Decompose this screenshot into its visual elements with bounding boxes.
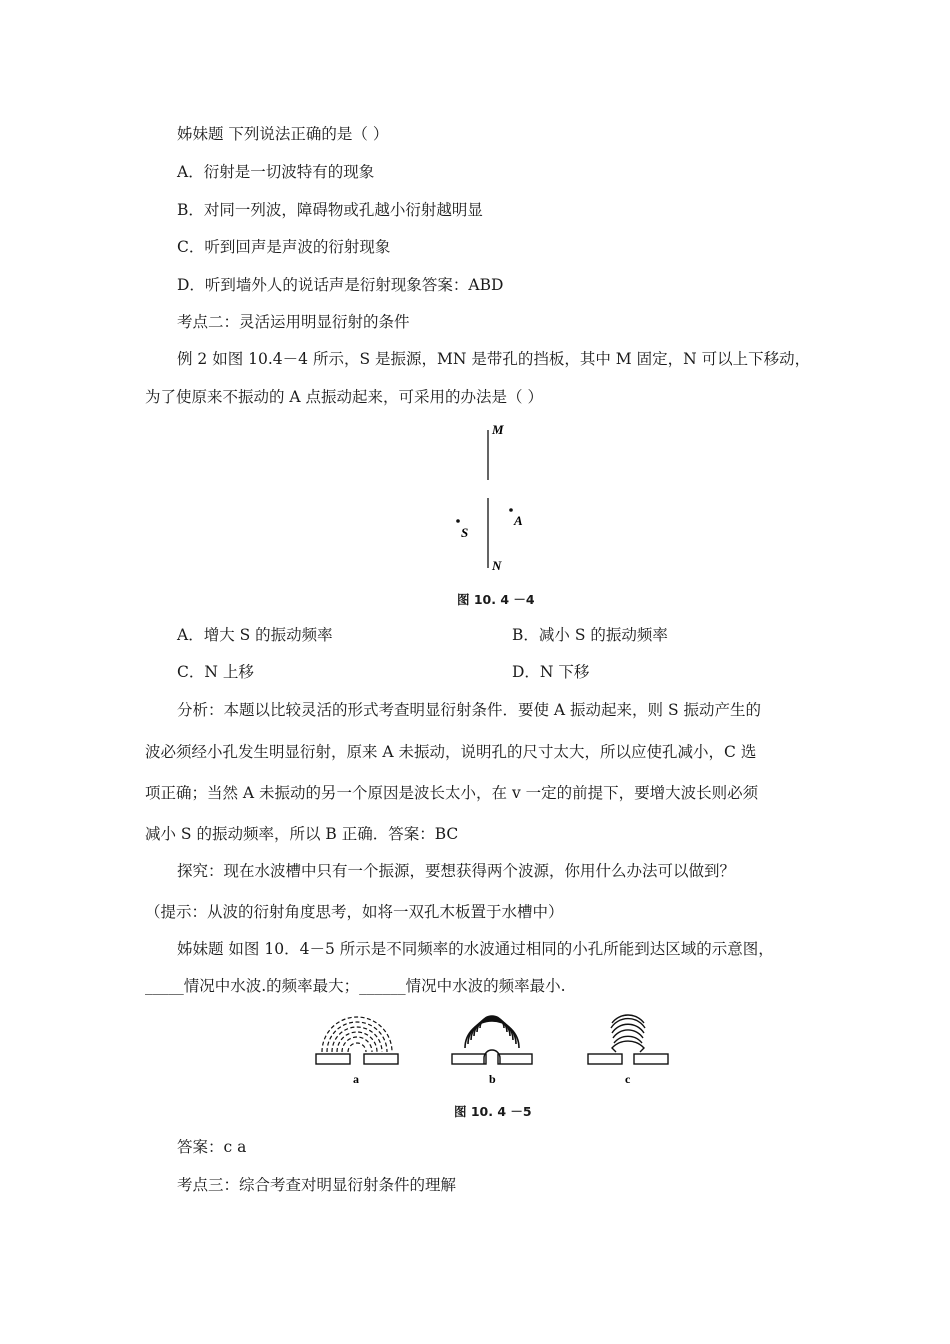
answer-line: 答案：c a [177, 1138, 247, 1156]
label-n: N [492, 558, 502, 573]
figure-10-4-5 [312, 1008, 692, 1103]
sister-question-2-line-1: 姊妹题 如图 10．4－5 所示是不同频率的水波通过相同的小孔所能到达区域的示意图， [177, 940, 774, 958]
figure-10-4-5-caption: 图 10. 4 －5 [454, 1104, 532, 1119]
source-s-dot [456, 519, 460, 523]
explore-line-1: 探究：现在水波槽中只有一个振源，要想获得两个波源，你用什么办法可以做到？ [177, 862, 736, 880]
option-c: C．听到回声是声波的衍射现象 [177, 238, 391, 256]
diagram-c [588, 1015, 668, 1086]
analysis-line-4: 减小 S 的振动频率，所以 B 正确．答案：BC [145, 825, 459, 843]
label-m: M [492, 422, 504, 437]
answer-option-d: D．N 下移 [512, 663, 590, 681]
option-b: B．对同一列波，障碍物或孔越小衍射越明显 [177, 201, 483, 219]
label-b: b [489, 1072, 496, 1086]
sister-question-2-line-2: _____情况中水波.的频率最大；______情况中水波的频率最小. [145, 977, 566, 995]
example-2-line-1: 例 2 如图 10.4－4 所示，S 是振源，MN 是带孔的挡板，其中 M 固定，N 可以上下移动， [177, 350, 811, 368]
label-a: a [353, 1072, 359, 1086]
answer-option-a: A．增大 S 的振动频率 [177, 626, 333, 644]
example-2-line-2: 为了使原来不振动的 A 点振动起来，可采用的办法是（ ） [145, 388, 543, 406]
sister-question-1: 姊妹题 下列说法正确的是（ ） [177, 125, 389, 143]
section-heading-2: 考点二：灵活运用明显衍射的条件 [177, 313, 410, 331]
analysis-line-2: 波必须经小孔发生明显衍射，原来 A 未振动，说明孔的尺寸太大，所以应使孔减小，C 选 [145, 743, 757, 761]
figure-10-4-4 [440, 420, 540, 573]
diagram-b [452, 1016, 532, 1086]
explore-hint: （提示：从波的衍射角度思考，如将一双孔木板置于水槽中） [145, 903, 564, 921]
answer-option-b: B．减小 S 的振动频率 [512, 626, 668, 644]
label-a: A [514, 513, 523, 528]
analysis-line-1: 分析：本题以比较灵活的形式考查明显衍射条件．要使 A 振动起来，则 S 振动产生的 [177, 701, 762, 719]
option-a: A．衍射是一切波特有的现象 [177, 163, 375, 181]
label-c: c [625, 1072, 631, 1086]
section-heading-3: 考点三：综合考查对明显衍射条件的理解 [177, 1176, 457, 1194]
answer-option-c: C．N 上移 [177, 663, 254, 681]
diagram-a [316, 1017, 398, 1086]
option-d: D．听到墙外人的说话声是衍射现象答案：ABD [177, 276, 504, 294]
point-a-dot [509, 508, 513, 512]
label-s: S [461, 525, 469, 540]
figure-10-4-4-caption: 图 10. 4 －4 [457, 592, 535, 607]
analysis-line-3: 项正确；当然 A 未振动的另一个原因是波长太小，在 v 一定的前提下，要增大波长则必须 [145, 784, 759, 802]
